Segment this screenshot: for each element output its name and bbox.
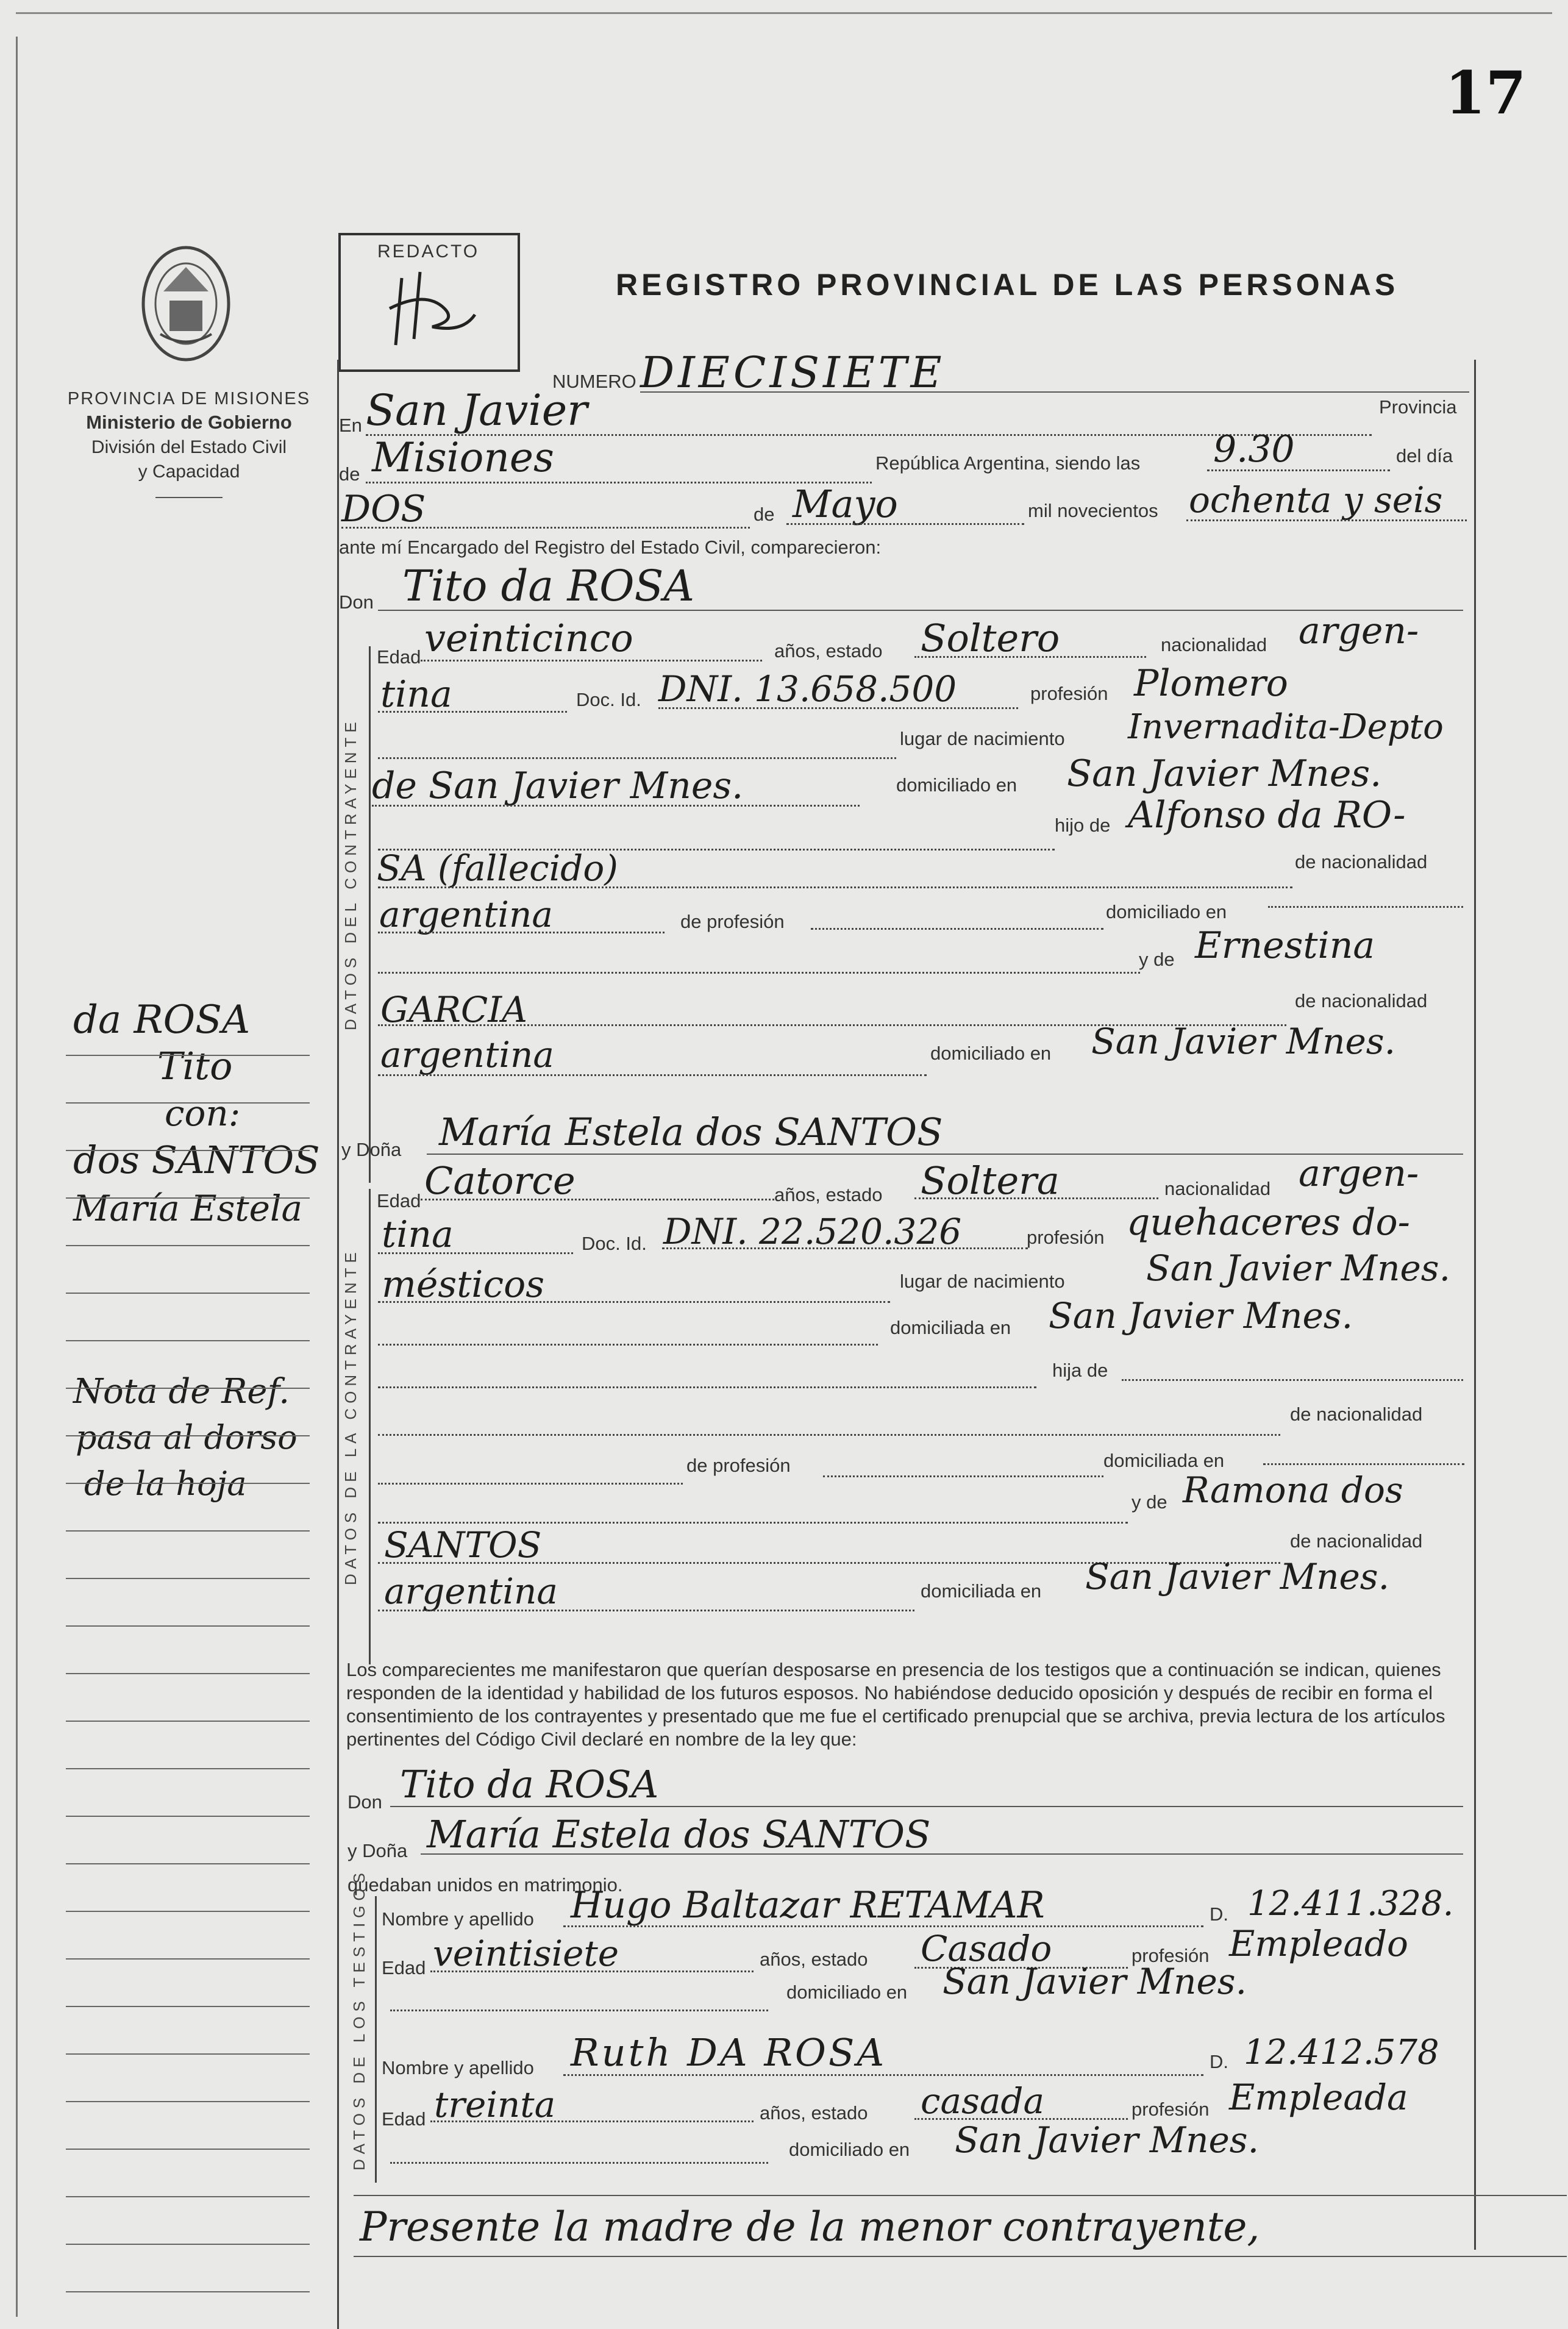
margin-ruled-line <box>66 1245 310 1246</box>
bride-father-prof-line <box>823 1475 1103 1477</box>
groom-doc-line <box>658 707 1018 709</box>
margin-ruled-line <box>66 1102 310 1104</box>
groom-prof: Plomero <box>1134 662 1288 705</box>
w2-prof: Empleada <box>1229 2077 1408 2118</box>
groom-mother-2: GARCIA <box>380 989 528 1030</box>
province-text: PROVINCIA DE MISIONES <box>67 389 311 408</box>
margin-note-1: da ROSA <box>73 997 251 1043</box>
page-number: 17 <box>1445 59 1527 127</box>
w2-doc: 12.412.578 <box>1244 2033 1439 2072</box>
groom-mother-nac-line <box>378 1074 927 1076</box>
bride-doc: DNI. 22.520.326 <box>663 1211 962 1252</box>
bride-hija-line <box>378 1386 1036 1388</box>
bride-lugar-label: lugar de nacimiento <box>900 1271 1065 1292</box>
margin-ruled-line <box>66 1197 310 1199</box>
anio-value: ochenta y seis <box>1189 479 1443 521</box>
bride-edad-label: Edad <box>377 1190 421 1211</box>
groom-dom: San Javier Mnes. <box>1067 752 1382 795</box>
margin-ruled-line <box>66 1863 310 1864</box>
form-left-border <box>337 360 339 2329</box>
margin-note-4: dos SANTOS <box>73 1138 320 1182</box>
closing-top-rule <box>354 2195 1567 2196</box>
margin-note-2: Tito <box>157 1044 233 1088</box>
groom-father-prof-label: de profesión <box>680 911 785 932</box>
bride-estado: Soltera <box>921 1158 1060 1203</box>
groom-nac-1: argen- <box>1299 610 1419 652</box>
closing-text: Presente la madre de la menor contrayente, <box>360 2203 1260 2250</box>
anio-line <box>1186 519 1467 521</box>
bride-dom-line-a <box>378 1344 878 1346</box>
groom-edad-label: Edad <box>377 646 421 668</box>
bride-hija-line-b <box>1122 1379 1463 1381</box>
margin-ruled-line <box>66 2149 310 2150</box>
header-left <box>49 389 329 498</box>
groom-dom-label: domiciliado en <box>896 774 1017 796</box>
bride-mother-dom: San Javier Mnes. <box>1085 1556 1390 1597</box>
en-value: San Javier <box>366 385 588 435</box>
hora-line <box>1207 469 1390 471</box>
groom-section-border <box>369 646 371 1183</box>
w1-name-line <box>563 1925 1203 1927</box>
margin-ruled-line <box>66 1578 310 1579</box>
bride-age-line <box>421 1199 774 1200</box>
margin-ruled-line <box>66 1816 310 1817</box>
bride-mother-dom-label: domiciliada en <box>921 1580 1042 1602</box>
bride-hija-label: hija de <box>1052 1360 1108 1381</box>
bride-mother-nac: argentina <box>384 1571 558 1612</box>
don-final-value: Tito da ROSA <box>400 1762 659 1806</box>
margin-ruled-line <box>66 1055 310 1056</box>
margin-ruled-line <box>66 1673 310 1674</box>
w1-doc: 12.411.328. <box>1247 1884 1454 1924</box>
margin-ruled-line <box>66 1911 310 1912</box>
de-prov-value: Misiones <box>372 434 554 481</box>
bride-doc-line <box>662 1247 1028 1249</box>
republica-label: República Argentina, siendo las <box>875 452 1141 474</box>
w1-name: Hugo Baltazar RETAMAR <box>571 1884 1045 1927</box>
datos-testigos-label: DATOS DE LOS TESTIGOS <box>350 1868 368 2170</box>
w2-prof-label: profesión <box>1131 2099 1210 2120</box>
groom-mother-dom: San Javier Mnes. <box>1091 1021 1396 1062</box>
margin-note-5: María Estela <box>73 1188 303 1229</box>
groom-lugar-2: de San Javier Mnes. <box>372 765 744 807</box>
margin-ruled-line <box>66 1530 310 1532</box>
don-final-label: Don <box>347 1791 382 1813</box>
groom-lugar-label: lugar de nacimiento <box>900 728 1065 749</box>
groom-name: Tito da ROSA <box>402 561 694 611</box>
header-divider <box>155 497 223 498</box>
ref-note-3: de la hoja <box>84 1464 247 1503</box>
groom-nac-label: nacionalidad <box>1161 634 1267 655</box>
dona-label: y Doña <box>341 1139 402 1160</box>
margin-ruled-line <box>66 1293 310 1294</box>
w2-age-line <box>430 2120 754 2122</box>
w2-age: treinta <box>434 2084 556 2125</box>
bride-mother-nac-line <box>378 1610 914 1611</box>
groom-hijo-label: hijo de <box>1055 815 1111 836</box>
margin-ruled-line <box>66 2006 310 2007</box>
de-mes-label: de <box>754 504 775 525</box>
groom-prof-label: profesión <box>1030 683 1108 704</box>
mes-line <box>786 523 1024 525</box>
groom-nac-line <box>378 711 567 713</box>
numero-label: NUMERO <box>552 371 636 392</box>
w2-name: Ruth DA ROSA <box>571 2030 887 2075</box>
groom-father-1: Alfonso da RO- <box>1128 794 1406 836</box>
page-left-border <box>16 37 18 2317</box>
groom-age: veinticinco <box>424 616 633 660</box>
w1-nombre-label: Nombre y apellido <box>382 1908 534 1930</box>
w1-anos-label: años, estado <box>760 1949 868 1970</box>
redacto-box <box>338 233 520 372</box>
groom-doc-label: Doc. Id. <box>576 689 641 710</box>
ref-note-2: pasa al dorso <box>76 1418 298 1457</box>
w2-dom-line-a <box>390 2162 768 2164</box>
groom-father-nac-line <box>378 932 665 933</box>
groom-father-dom-label: domiciliado en <box>1106 901 1227 922</box>
form-right-border <box>1474 360 1476 2250</box>
margin-ruled-line <box>66 2196 310 2197</box>
bride-father-line <box>378 1434 1280 1436</box>
groom-lugar-line-b <box>372 805 860 807</box>
dia-line <box>341 527 750 529</box>
bride-section-border <box>369 1189 371 1664</box>
bride-anos-label: años, estado <box>774 1184 883 1205</box>
don-final-line <box>390 1806 1463 1807</box>
margin-ruled-line <box>66 1721 310 1722</box>
bride-estado-line <box>914 1197 1158 1199</box>
groom-father-dom-line <box>1268 906 1463 908</box>
don-label: Don <box>339 591 374 613</box>
bride-lugar: San Javier Mnes. <box>1146 1247 1451 1289</box>
provincial-seal <box>139 243 233 365</box>
groom-doc: DNI. 13.658.500 <box>658 668 957 710</box>
hora-value: 9.30 <box>1213 428 1295 471</box>
bride-age: Catorce <box>424 1158 576 1203</box>
margin-ruled-line <box>66 1958 310 1960</box>
groom-father-nac: argentina <box>379 894 553 935</box>
groom-father-prof-line <box>811 928 1103 930</box>
mil-novecientos-label: mil novecientos <box>1028 500 1158 521</box>
margin-ruled-line <box>66 2291 310 2292</box>
dona-final-label: y Doña <box>347 1840 408 1861</box>
bride-mother-2: SANTOS <box>384 1524 542 1566</box>
bride-prof-2: mésticos <box>382 1263 545 1306</box>
w2-dom-label: domiciliado en <box>789 2139 910 2160</box>
datos-contrayenta-label: DATOS DE LA CONTRAYENTE <box>341 1247 360 1585</box>
numero-line <box>640 391 1469 393</box>
bride-name: María Estela dos SANTOS <box>439 1110 943 1154</box>
redacto-label: REDACTO <box>377 241 480 262</box>
margin-ruled-line <box>66 2244 310 2245</box>
groom-father-2: SA (fallecido) <box>377 847 618 889</box>
bride-prof-line <box>378 1301 890 1303</box>
w1-prof-label: profesión <box>1131 1945 1210 1966</box>
w1-edad-label: Edad <box>382 1957 426 1978</box>
bride-yde-label: y de <box>1131 1491 1167 1513</box>
w2-dom: San Javier Mnes. <box>955 2119 1260 2161</box>
groom-lugar-1: Invernadita-Depto <box>1128 707 1444 747</box>
w2-anos-label: años, estado <box>760 2102 868 2124</box>
margin-ruled-line <box>66 1483 310 1484</box>
provincia-label: Provincia <box>1379 396 1457 418</box>
groom-estado: Soltero <box>921 616 1060 660</box>
w2-edad-label: Edad <box>382 2108 426 2130</box>
bride-mother-nac-label: de nacionalidad <box>1290 1530 1423 1552</box>
dona-final-line <box>421 1853 1463 1855</box>
de-label: de <box>339 463 360 485</box>
declaration-paragraph: Los comparecientes me manifestaron que querían desposarse en presencia de los testigos que a continuación se indican, quienes responden de la identidad y habilidad de los futuros esposos. No habiéndose deducido oposición y después de recibir en forma el consentimiento de los contrayentes y presentado que me fue el certificado prenupcial que se archiva, previa lectura de los artículos pertinentes del Código Civil declaré en nombre de la ley que: <box>346 1659 1445 1750</box>
bride-dom-label: domiciliada en <box>890 1317 1011 1338</box>
margin-ruled-line <box>66 2101 310 2102</box>
numero-value: DIECISIETE <box>640 348 946 398</box>
bride-nac-2: tina <box>382 1213 454 1256</box>
w2-nombre-label: Nombre y apellido <box>382 2057 534 2078</box>
dona-final-value: María Estela dos SANTOS <box>427 1812 931 1856</box>
redacto-signature <box>377 266 499 357</box>
bride-dom: San Javier Mnes. <box>1049 1295 1353 1336</box>
groom-father-nac-label: de nacionalidad <box>1295 851 1428 872</box>
bride-prof-1: quehaceres do- <box>1127 1201 1410 1244</box>
groom-mother-line-a <box>378 972 1140 974</box>
w1-dom-label: domiciliado en <box>786 1981 908 2003</box>
ministry-text: Ministerio de Gobierno <box>86 412 292 433</box>
w2-name-line <box>563 2074 1203 2076</box>
bride-mother-line-a <box>378 1522 1128 1524</box>
w1-dom-line-a <box>390 2010 768 2011</box>
dia-value: DOS <box>341 488 426 530</box>
margin-ruled-line <box>66 1388 310 1389</box>
ante-label: ante mí Encargado del Registro del Estado Civil, comparecieron: <box>339 537 882 558</box>
margin-ruled-line <box>66 1625 310 1627</box>
bride-doc-label: Doc. Id. <box>582 1233 647 1254</box>
witness-section-border <box>375 1896 377 2183</box>
margin-ruled-line <box>66 1435 310 1436</box>
en-label: En <box>339 415 362 436</box>
groom-mother-dom-label: domiciliado en <box>930 1043 1052 1064</box>
bride-father-dom-label: domiciliada en <box>1103 1450 1225 1471</box>
quedaban-label: quedaban unidos en matrimonio. <box>347 1874 623 1896</box>
del-dia-label: del día <box>1396 445 1453 466</box>
margin-ruled-line <box>66 1150 310 1151</box>
ref-note-1: Nota de Ref. <box>73 1372 290 1411</box>
w1-d-label: D. <box>1210 1903 1228 1925</box>
page-top-border <box>16 12 1552 14</box>
w1-prof: Empleado <box>1229 1923 1408 1964</box>
w2-d-label: D. <box>1210 2051 1228 2072</box>
mes-value: Mayo <box>793 482 898 526</box>
division-text-1: División del Estado Civil <box>91 437 287 457</box>
bride-nac-line <box>378 1252 573 1254</box>
closing-bottom-rule <box>354 2256 1567 2257</box>
groom-mother-nac: argentina <box>380 1034 554 1075</box>
groom-estado-line <box>914 656 1146 658</box>
bride-nac-1: argen- <box>1299 1152 1419 1195</box>
bride-father-nac-label: de nacionalidad <box>1290 1403 1423 1425</box>
margin-note-3: con: <box>165 1093 241 1134</box>
w1-dom: San Javier Mnes. <box>943 1961 1247 2002</box>
w2-estado: casada <box>921 2080 1045 2122</box>
datos-contrayente-label: DATOS DEL CONTRAYENTE <box>341 717 360 1030</box>
groom-mother-nac-label: de nacionalidad <box>1295 990 1428 1011</box>
bride-father-prof-label: de profesión <box>686 1455 791 1476</box>
w1-age: veintisiete <box>433 1933 619 1974</box>
margin-ruled-line <box>66 2053 310 2055</box>
w1-estado: Casado <box>921 1928 1052 1969</box>
registry-title: REGISTRO PROVINCIAL DE LAS PERSONAS <box>616 268 1399 302</box>
division-text-2: y Capacidad <box>138 462 240 482</box>
groom-lugar-line-a <box>378 757 896 759</box>
groom-yde-label: y de <box>1139 949 1175 970</box>
bride-father-nac-line <box>378 1483 683 1485</box>
groom-mother-1: Ernestina <box>1195 924 1375 967</box>
margin-ruled-line <box>66 1340 310 1341</box>
groom-age-line <box>421 660 762 662</box>
bride-nac-label: nacionalidad <box>1164 1178 1271 1199</box>
margin-ruled-line <box>66 1768 310 1769</box>
groom-anos-label: años, estado <box>774 640 883 662</box>
w1-age-line <box>430 1971 754 1972</box>
bride-mother-1: Ramona dos <box>1183 1469 1403 1511</box>
bride-prof-label: profesión <box>1027 1227 1105 1248</box>
bride-father-dom-line <box>1263 1463 1464 1465</box>
groom-nac-2: tina <box>380 673 452 716</box>
groom-father-line <box>378 886 1292 888</box>
